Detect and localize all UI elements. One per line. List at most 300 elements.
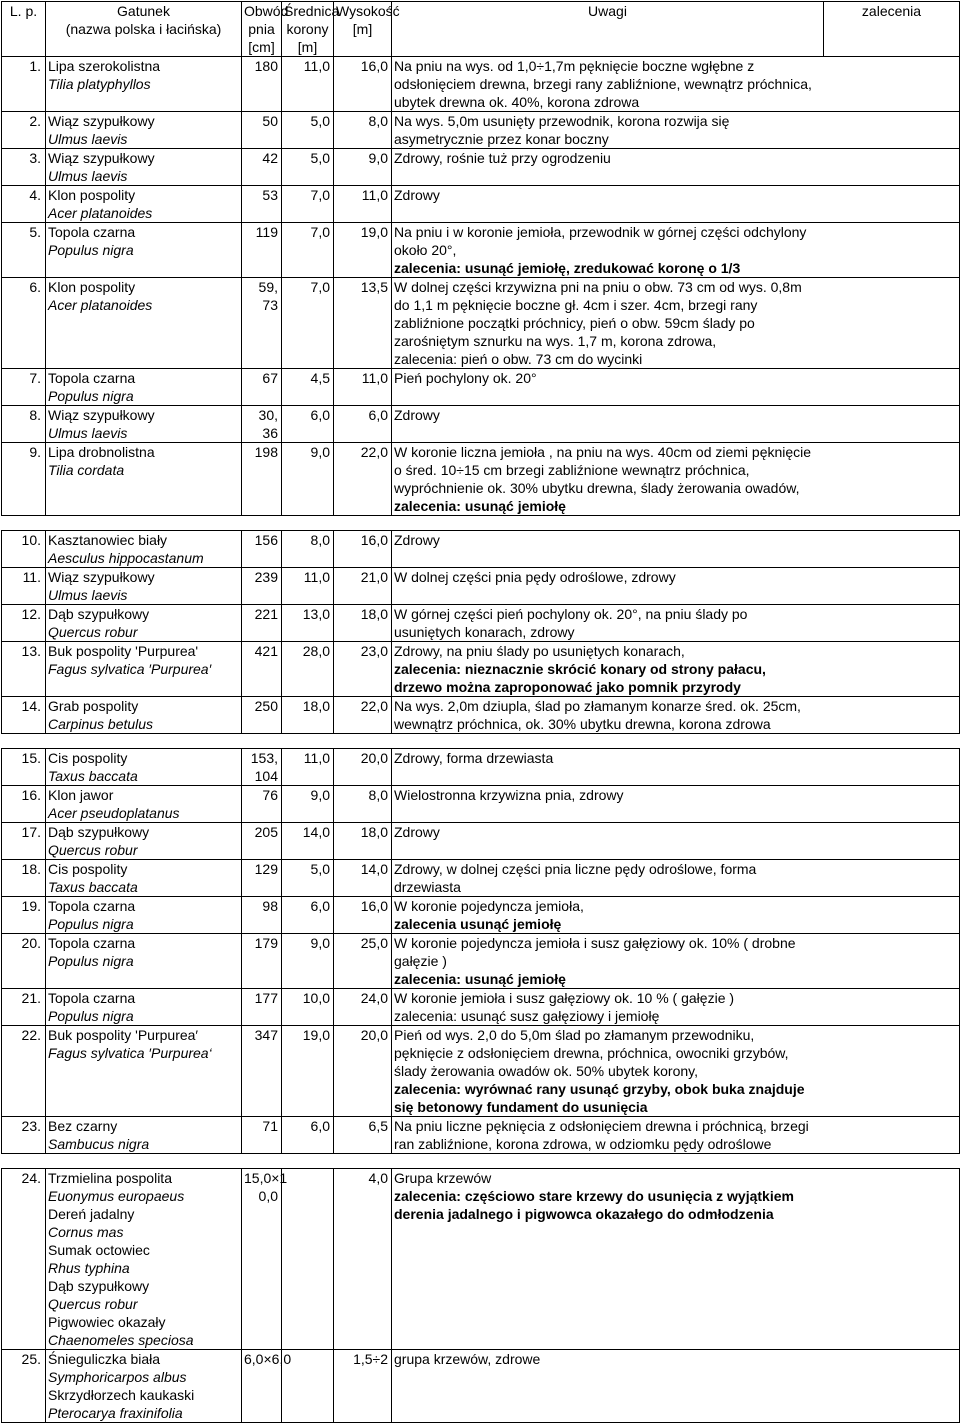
circumference-cell	[242, 186, 282, 223]
circumference-value: 98	[262, 898, 278, 914]
tree-inventory-table	[1, 1, 960, 1423]
species-latin-name: Pterocarya fraxinifolia	[48, 1405, 183, 1421]
circumference-value: 177	[254, 990, 278, 1006]
row-number: 5.	[29, 224, 41, 240]
header-remarks	[392, 2, 824, 57]
row-number: 22.	[21, 1027, 41, 1043]
species-polish-name: Topola czarna	[48, 898, 136, 914]
remarks-cell	[392, 568, 960, 605]
row-number-cell	[2, 642, 46, 697]
species-polish-name: Trzmielina pospolita	[48, 1170, 172, 1186]
height-value: 23,0	[360, 643, 388, 659]
recommendation-line: zalecenia: usunąć jemiołę	[394, 971, 566, 987]
row-number: 16.	[21, 787, 41, 803]
row-number: 8.	[29, 407, 41, 423]
crown-diameter-value: 9,0	[310, 935, 330, 951]
crown-diameter-cell	[282, 605, 334, 642]
circumference-cell	[242, 531, 282, 568]
remarks-cell	[392, 1117, 960, 1154]
crown-diameter-cell	[282, 112, 334, 149]
table-row	[2, 112, 960, 149]
species-polish-name: Lipa drobnolistna	[48, 444, 155, 460]
height-value: 8,0	[368, 787, 388, 803]
remarks-cell	[392, 823, 960, 860]
row-number: 4.	[29, 187, 41, 203]
crown-diameter-value: 8,0	[310, 532, 330, 548]
height-cell	[334, 1026, 392, 1117]
circumference-value: 71	[262, 1118, 278, 1134]
circumference-cell	[242, 697, 282, 734]
remark-line: gałęzie )	[394, 953, 447, 969]
species-latin-name: Ulmus laevis	[48, 425, 128, 441]
row-number-cell	[2, 531, 46, 568]
species-latin-name: Sambucus nigra	[48, 1136, 150, 1152]
crown-diameter-cell	[282, 860, 334, 897]
height-cell	[334, 749, 392, 786]
table-row	[2, 568, 960, 605]
crown-diameter-cell	[282, 186, 334, 223]
crown-diameter-value: 10,0	[302, 990, 330, 1006]
table-row	[2, 934, 960, 989]
circumference-value: 180	[254, 58, 278, 74]
remarks-cell	[392, 149, 960, 186]
row-number-cell	[2, 1169, 46, 1350]
recommendation-line: drzewo można zaproponować jako pomnik przyrody	[394, 679, 741, 695]
height-value: 22,0	[360, 444, 388, 460]
remark-line: ślady żerowania owadów ok. 50% ubytek korony,	[394, 1063, 699, 1079]
species-latin-name: Populus nigra	[48, 916, 134, 932]
row-number: 24.	[21, 1170, 41, 1186]
table-row	[2, 186, 960, 223]
row-number: 3.	[29, 150, 41, 166]
table-row	[2, 697, 960, 734]
species-polish-name: Dereń jadalny	[48, 1206, 135, 1222]
remarks-cell	[392, 112, 960, 149]
species-latin-name: Populus nigra	[48, 953, 134, 969]
table-row	[2, 605, 960, 642]
height-cell	[334, 278, 392, 369]
table-row	[2, 369, 960, 406]
species-cell	[46, 897, 242, 934]
species-latin-name: Acer platanoides	[48, 205, 153, 221]
circumference-cell	[242, 989, 282, 1026]
species-polish-name: Kasztanowiec biały	[48, 532, 168, 548]
table-row	[2, 1026, 960, 1117]
species-polish-name: Cis pospolity	[48, 750, 128, 766]
table-row	[2, 278, 960, 369]
circumference-value: 156	[254, 532, 278, 548]
species-cell	[46, 786, 242, 823]
species-cell	[46, 697, 242, 734]
table-row	[2, 1117, 960, 1154]
row-number-cell	[2, 697, 46, 734]
species-polish-name: Klon pospolity	[48, 187, 136, 203]
remark-line: zabliźnione początki próchnicy, pień o obw. 59cm ślady po	[394, 315, 755, 331]
circumference-cell	[242, 1350, 292, 1423]
circumference-cell	[242, 897, 282, 934]
height-cell	[334, 989, 392, 1026]
remark-line: Zdrowy	[394, 407, 440, 423]
species-latin-name: Ulmus laevis	[48, 168, 128, 184]
crown-diameter-cell	[282, 1169, 334, 1350]
remarks-cell	[392, 1350, 960, 1423]
circumference-cell	[242, 223, 282, 278]
species-cell	[46, 223, 242, 278]
height-cell	[334, 1350, 392, 1423]
row-number-cell	[2, 568, 46, 605]
remark-line: W dolnej części krzywizna pni na pniu o obw. 73 cm od wys. 0,8m	[394, 279, 802, 295]
crown-diameter-value: 14,0	[302, 824, 330, 840]
recommendation-line: zalecenia: wyrównać rany usunąć grzyby, obok buka znajduje	[394, 1081, 805, 1097]
row-number-cell	[2, 605, 46, 642]
height-cell	[334, 223, 392, 278]
row-number-cell	[2, 149, 46, 186]
circumference-cell	[242, 369, 282, 406]
row-number-cell	[2, 443, 46, 516]
circumference-cell	[242, 823, 282, 860]
row-number: 17.	[21, 824, 41, 840]
remark-line: około 20°,	[394, 242, 457, 258]
remarks-cell	[392, 223, 960, 278]
remarks-cell	[392, 369, 960, 406]
crown-diameter-value: 28,0	[302, 643, 330, 659]
table-body	[2, 57, 960, 1423]
row-number-cell	[2, 369, 46, 406]
species-polish-name: Buk pospolity 'Purpurea′	[48, 1027, 199, 1043]
height-cell	[334, 443, 392, 516]
header-lp	[2, 2, 46, 57]
species-polish-name: Cis pospolity	[48, 861, 128, 877]
circumference-value: 239	[254, 569, 278, 585]
row-number: 13.	[21, 643, 41, 659]
species-polish-name: Lipa szerokolistna	[48, 58, 161, 74]
crown-diameter-value: 7,0	[310, 187, 330, 203]
recommendation-line: zalecenia: częściowo stare krzewy do usunięcia z wyjątkiem	[394, 1188, 794, 1204]
remarks-cell	[392, 1169, 960, 1350]
crown-diameter-cell	[282, 443, 334, 516]
remarks-cell	[392, 934, 960, 989]
row-number: 9.	[29, 444, 41, 460]
height-value: 1,5÷2	[353, 1351, 388, 1367]
header-row	[2, 2, 960, 57]
remark-line: pęknięcie z odsłonięciem drewna, próchnica, owocniki grzybów,	[394, 1045, 789, 1061]
height-cell	[334, 897, 392, 934]
crown-diameter-cell	[282, 989, 334, 1026]
species-latin-name: Aesculus hippocastanum	[48, 550, 204, 566]
circumference-cell	[242, 443, 282, 516]
remark-line: odsłonięciem drewna, brzegi rany zabliźnione, wewnątrz próchnica,	[394, 76, 812, 92]
table-row	[2, 989, 960, 1026]
height-cell	[334, 406, 392, 443]
height-value: 20,0	[360, 1027, 388, 1043]
species-latin-name: Cornus mas	[48, 1224, 124, 1240]
header-circ-line: Obwód	[244, 3, 289, 19]
species-latin-name: Carpinus betulus	[48, 716, 154, 732]
circumference-cell	[242, 149, 282, 186]
circumference-value: 67	[262, 370, 278, 386]
species-polish-name: Pigwowiec okazały	[48, 1314, 166, 1330]
species-polish-name: Sumak octowiec	[48, 1242, 150, 1258]
species-polish-name: Śnieguliczka biała	[48, 1351, 161, 1367]
remark-line: Zdrowy, forma drzewiasta	[394, 750, 554, 766]
circumference-value: 15,0×1 0,0	[244, 1170, 288, 1204]
height-value: 9,0	[368, 150, 388, 166]
crown-diameter-value: 11,0	[303, 569, 330, 585]
remark-line: Zdrowy, w dolnej części pnia liczne pędy odroślowe, forma	[394, 861, 757, 877]
remarks-cell	[392, 749, 960, 786]
remark-line: W górnej części pień pochylony ok. 20°, na pniu ślady po	[394, 606, 748, 622]
section-gap	[2, 1154, 960, 1169]
crown-diameter-value: 4,5	[310, 370, 330, 386]
remark-line: wypróchnienie ok. 30% ubytku drewna, ślady żerowania owadów,	[394, 480, 800, 496]
crown-diameter-cell	[282, 823, 334, 860]
row-number: 15.	[21, 750, 41, 766]
row-number-cell	[2, 1350, 46, 1423]
table-row	[2, 406, 960, 443]
height-value: 11,0	[361, 187, 388, 203]
crown-diameter-value: 11,0	[303, 750, 330, 766]
species-cell	[46, 749, 242, 786]
circumference-value: 76	[262, 787, 278, 803]
remark-line: W koronie pojedyncza jemioła i susz gałęziowy ok. 10% ( drobne	[394, 935, 796, 951]
height-cell	[334, 934, 392, 989]
remark-line: Zdrowy	[394, 824, 440, 840]
row-number: 14.	[21, 698, 41, 714]
species-cell	[46, 278, 242, 369]
height-cell	[334, 1117, 392, 1154]
row-number-cell	[2, 860, 46, 897]
header-circ-line: [cm]	[248, 39, 275, 55]
row-number-cell	[2, 1026, 46, 1117]
species-cell	[46, 642, 242, 697]
row-number-cell	[2, 749, 46, 786]
section-gap-cell	[2, 734, 960, 749]
header-crown	[282, 2, 340, 57]
crown-diameter-cell	[282, 697, 334, 734]
remark-line: usuniętych konarach, zdrowy	[394, 624, 575, 640]
species-polish-name: Topola czarna	[48, 935, 136, 951]
height-value: 13,5	[360, 279, 388, 295]
species-polish-name: Buk pospolity 'Purpurea'	[48, 643, 199, 659]
circumference-value: 53	[262, 187, 278, 203]
table-row	[2, 1350, 960, 1423]
header-circ-line: pnia	[248, 21, 275, 37]
circumference-cell	[242, 934, 282, 989]
remark-line: zalecenia: pień o obw. 73 cm do wycinki	[394, 351, 643, 367]
row-number-cell	[2, 989, 46, 1026]
circumference-cell	[242, 1026, 282, 1117]
crown-diameter-value: 9,0	[310, 444, 330, 460]
species-latin-name: Tilia platyphyllos	[48, 76, 151, 92]
recommendation-line: zalecenia: usunąć jemiołę, zredukować koronę o 1/3	[394, 260, 741, 276]
row-number-cell	[2, 223, 46, 278]
circumference-value: 221	[254, 606, 278, 622]
circumference-value: 179	[254, 935, 278, 951]
height-value: 6,0	[368, 407, 388, 423]
row-number: 1.	[29, 58, 41, 74]
species-cell	[46, 1117, 242, 1154]
species-cell	[46, 57, 242, 112]
row-number-cell	[2, 278, 46, 369]
remarks-cell	[392, 443, 960, 516]
height-cell	[334, 531, 392, 568]
species-cell	[46, 605, 242, 642]
circumference-value: 59, 73	[258, 279, 278, 313]
row-number-cell	[2, 112, 46, 149]
height-value: 21,0	[360, 569, 388, 585]
remarks-cell	[392, 186, 960, 223]
row-number: 25.	[21, 1351, 41, 1367]
row-number: 10.	[21, 532, 41, 548]
height-cell	[334, 1169, 392, 1350]
remark-line: do 1,1 m pęknięcie boczne gł. 4cm i szer. 4cm, brzegi rany	[394, 297, 758, 313]
remarks-cell	[392, 697, 960, 734]
species-latin-name: Fagus sylvatica ′Purpurea‘	[48, 1045, 212, 1061]
remark-line: grupa krzewów, zdrowe	[394, 1351, 541, 1367]
remarks-cell	[392, 989, 960, 1026]
crown-diameter-cell	[282, 278, 334, 369]
height-cell	[334, 860, 392, 897]
remark-line: zalecenia: usunąć susz gałęziowy i jemiołę	[394, 1008, 660, 1024]
species-cell	[46, 149, 242, 186]
header-species	[46, 2, 242, 57]
section-gap-cell	[2, 516, 960, 531]
height-cell	[334, 186, 392, 223]
height-cell	[334, 823, 392, 860]
crown-diameter-value: 7,0	[310, 279, 330, 295]
crown-diameter-value: 5,0	[310, 113, 330, 129]
species-cell	[46, 531, 242, 568]
species-polish-name: Topola czarna	[48, 224, 136, 240]
species-polish-name: Wiąz szypułkowy	[48, 569, 155, 585]
crown-diameter-value: 18,0	[302, 698, 330, 714]
remark-line: zarośniętym sznurku na wys. 1,7 m, korona zdrowa,	[394, 333, 717, 349]
species-cell	[46, 989, 242, 1026]
circumference-value: 30, 36	[258, 407, 278, 441]
crown-diameter-cell	[282, 57, 334, 112]
row-number-cell	[2, 823, 46, 860]
species-latin-name: Populus nigra	[48, 388, 134, 404]
remarks-cell	[392, 642, 960, 697]
species-latin-name: Quercus robur	[48, 624, 138, 640]
species-latin-name: Populus nigra	[48, 1008, 134, 1024]
circumference-value: 42	[262, 150, 278, 166]
species-cell	[46, 823, 242, 860]
crown-diameter-cell	[282, 531, 334, 568]
crown-diameter-cell	[282, 786, 334, 823]
height-value: 4,0	[368, 1170, 388, 1186]
species-latin-name: Quercus robur	[48, 842, 138, 858]
height-cell	[334, 112, 392, 149]
circumference-value: 205	[254, 824, 278, 840]
row-number: 7.	[29, 370, 41, 386]
species-latin-name: Taxus baccata	[48, 768, 138, 784]
height-value: 22,0	[360, 698, 388, 714]
crown-diameter-cell	[282, 749, 334, 786]
species-polish-name: Topola czarna	[48, 370, 136, 386]
crown-diameter-value: 11,0	[303, 58, 330, 74]
header-crown-line: [m]	[297, 39, 318, 55]
circumference-value: 129	[254, 861, 278, 877]
remark-line: Na wys. 2,0m dziupla, ślad po złamanym konarze śred. ok. 25cm,	[394, 698, 801, 714]
crown-diameter-value: 9,0	[310, 787, 330, 803]
height-value: 20,0	[360, 750, 388, 766]
species-latin-name: Fagus sylvatica ′Purpurea′	[48, 661, 212, 677]
circumference-cell	[242, 1117, 282, 1154]
crown-diameter-cell	[282, 642, 334, 697]
remark-line: W koronie liczna jemioła , na pniu na wys. 40cm od ziemi pęknięcie	[394, 444, 812, 460]
height-value: 11,0	[361, 370, 388, 386]
species-cell	[46, 1350, 242, 1423]
header-species-line: Gatunek	[117, 3, 170, 19]
circumference-cell	[242, 642, 282, 697]
row-number: 20.	[21, 935, 41, 951]
header-crown-line: korony	[286, 21, 329, 37]
species-latin-name: Chaenomeles speciosa	[48, 1332, 194, 1348]
height-value: 16,0	[360, 58, 388, 74]
remarks-cell	[392, 786, 960, 823]
species-latin-name: Taxus baccata	[48, 879, 138, 895]
species-polish-name: Topola czarna	[48, 990, 136, 1006]
header-height	[334, 2, 400, 57]
remark-line: wewnątrz próchnica, ok. 30% ubytku drewna, korona zdrowa	[394, 716, 771, 732]
crown-diameter-cell	[282, 406, 334, 443]
height-value: 8,0	[368, 113, 388, 129]
crown-diameter-cell	[282, 1117, 334, 1154]
height-cell	[334, 568, 392, 605]
species-cell	[46, 443, 242, 516]
height-value: 14,0	[360, 861, 388, 877]
circumference-value: 421	[254, 643, 278, 659]
crown-diameter-cell	[282, 934, 334, 989]
recommendation-line: zalecenia: nieznacznie skrócić konary od strony pałacu,	[394, 661, 766, 677]
species-cell	[46, 406, 242, 443]
header-height-text: Wysokość [m]	[336, 3, 400, 37]
species-cell	[46, 1169, 242, 1350]
row-number-cell	[2, 57, 46, 112]
remarks-cell	[392, 897, 960, 934]
remark-line: o śred. 10÷15 cm brzegi zabliźnione wewnątrz próchnica,	[394, 462, 750, 478]
recommendation-line: zalecenia: usunąć jemiołę	[394, 498, 566, 514]
species-polish-name: Bez czarny	[48, 1118, 118, 1134]
remarks-cell	[392, 57, 960, 112]
height-cell	[334, 786, 392, 823]
recommendation-line: się betonowy fundament do usunięcia	[394, 1099, 648, 1115]
species-latin-name: Rhus typhina	[48, 1260, 130, 1276]
header-crown-line: Średnica	[284, 3, 340, 19]
remark-line: Na pniu na wys. od 1,0÷1,7m pęknięcie boczne wgłębne z	[394, 58, 755, 74]
row-number-cell	[2, 897, 46, 934]
remarks-cell	[392, 1026, 960, 1117]
remark-line: Na wys. 5,0m usunięty przewodnik, korona rozwija się	[394, 113, 730, 129]
crown-diameter-value: 7,0	[310, 224, 330, 240]
remark-line: Zdrowy, rośnie tuż przy ogrodzeniu	[394, 150, 611, 166]
species-cell	[46, 568, 242, 605]
crown-diameter-value: 6,0	[310, 898, 330, 914]
row-number: 18.	[21, 861, 41, 877]
remark-line: Zdrowy, na pniu ślady po usuniętych konarach,	[394, 643, 685, 659]
recommendation-line: zalecenia usunąć jemiołę	[394, 916, 562, 932]
species-polish-name: Wiąz szypułkowy	[48, 113, 155, 129]
crown-diameter-cell	[282, 223, 334, 278]
remark-line: ubytek drewna ok. 40%, korona zdrowa	[394, 94, 640, 110]
height-value: 18,0	[360, 606, 388, 622]
crown-diameter-cell	[282, 149, 334, 186]
circumference-value: 198	[254, 444, 278, 460]
table-row	[2, 149, 960, 186]
remark-line: Pień pochylony ok. 20°	[394, 370, 537, 386]
remark-line: W koronie pojedyncza jemioła,	[394, 898, 584, 914]
